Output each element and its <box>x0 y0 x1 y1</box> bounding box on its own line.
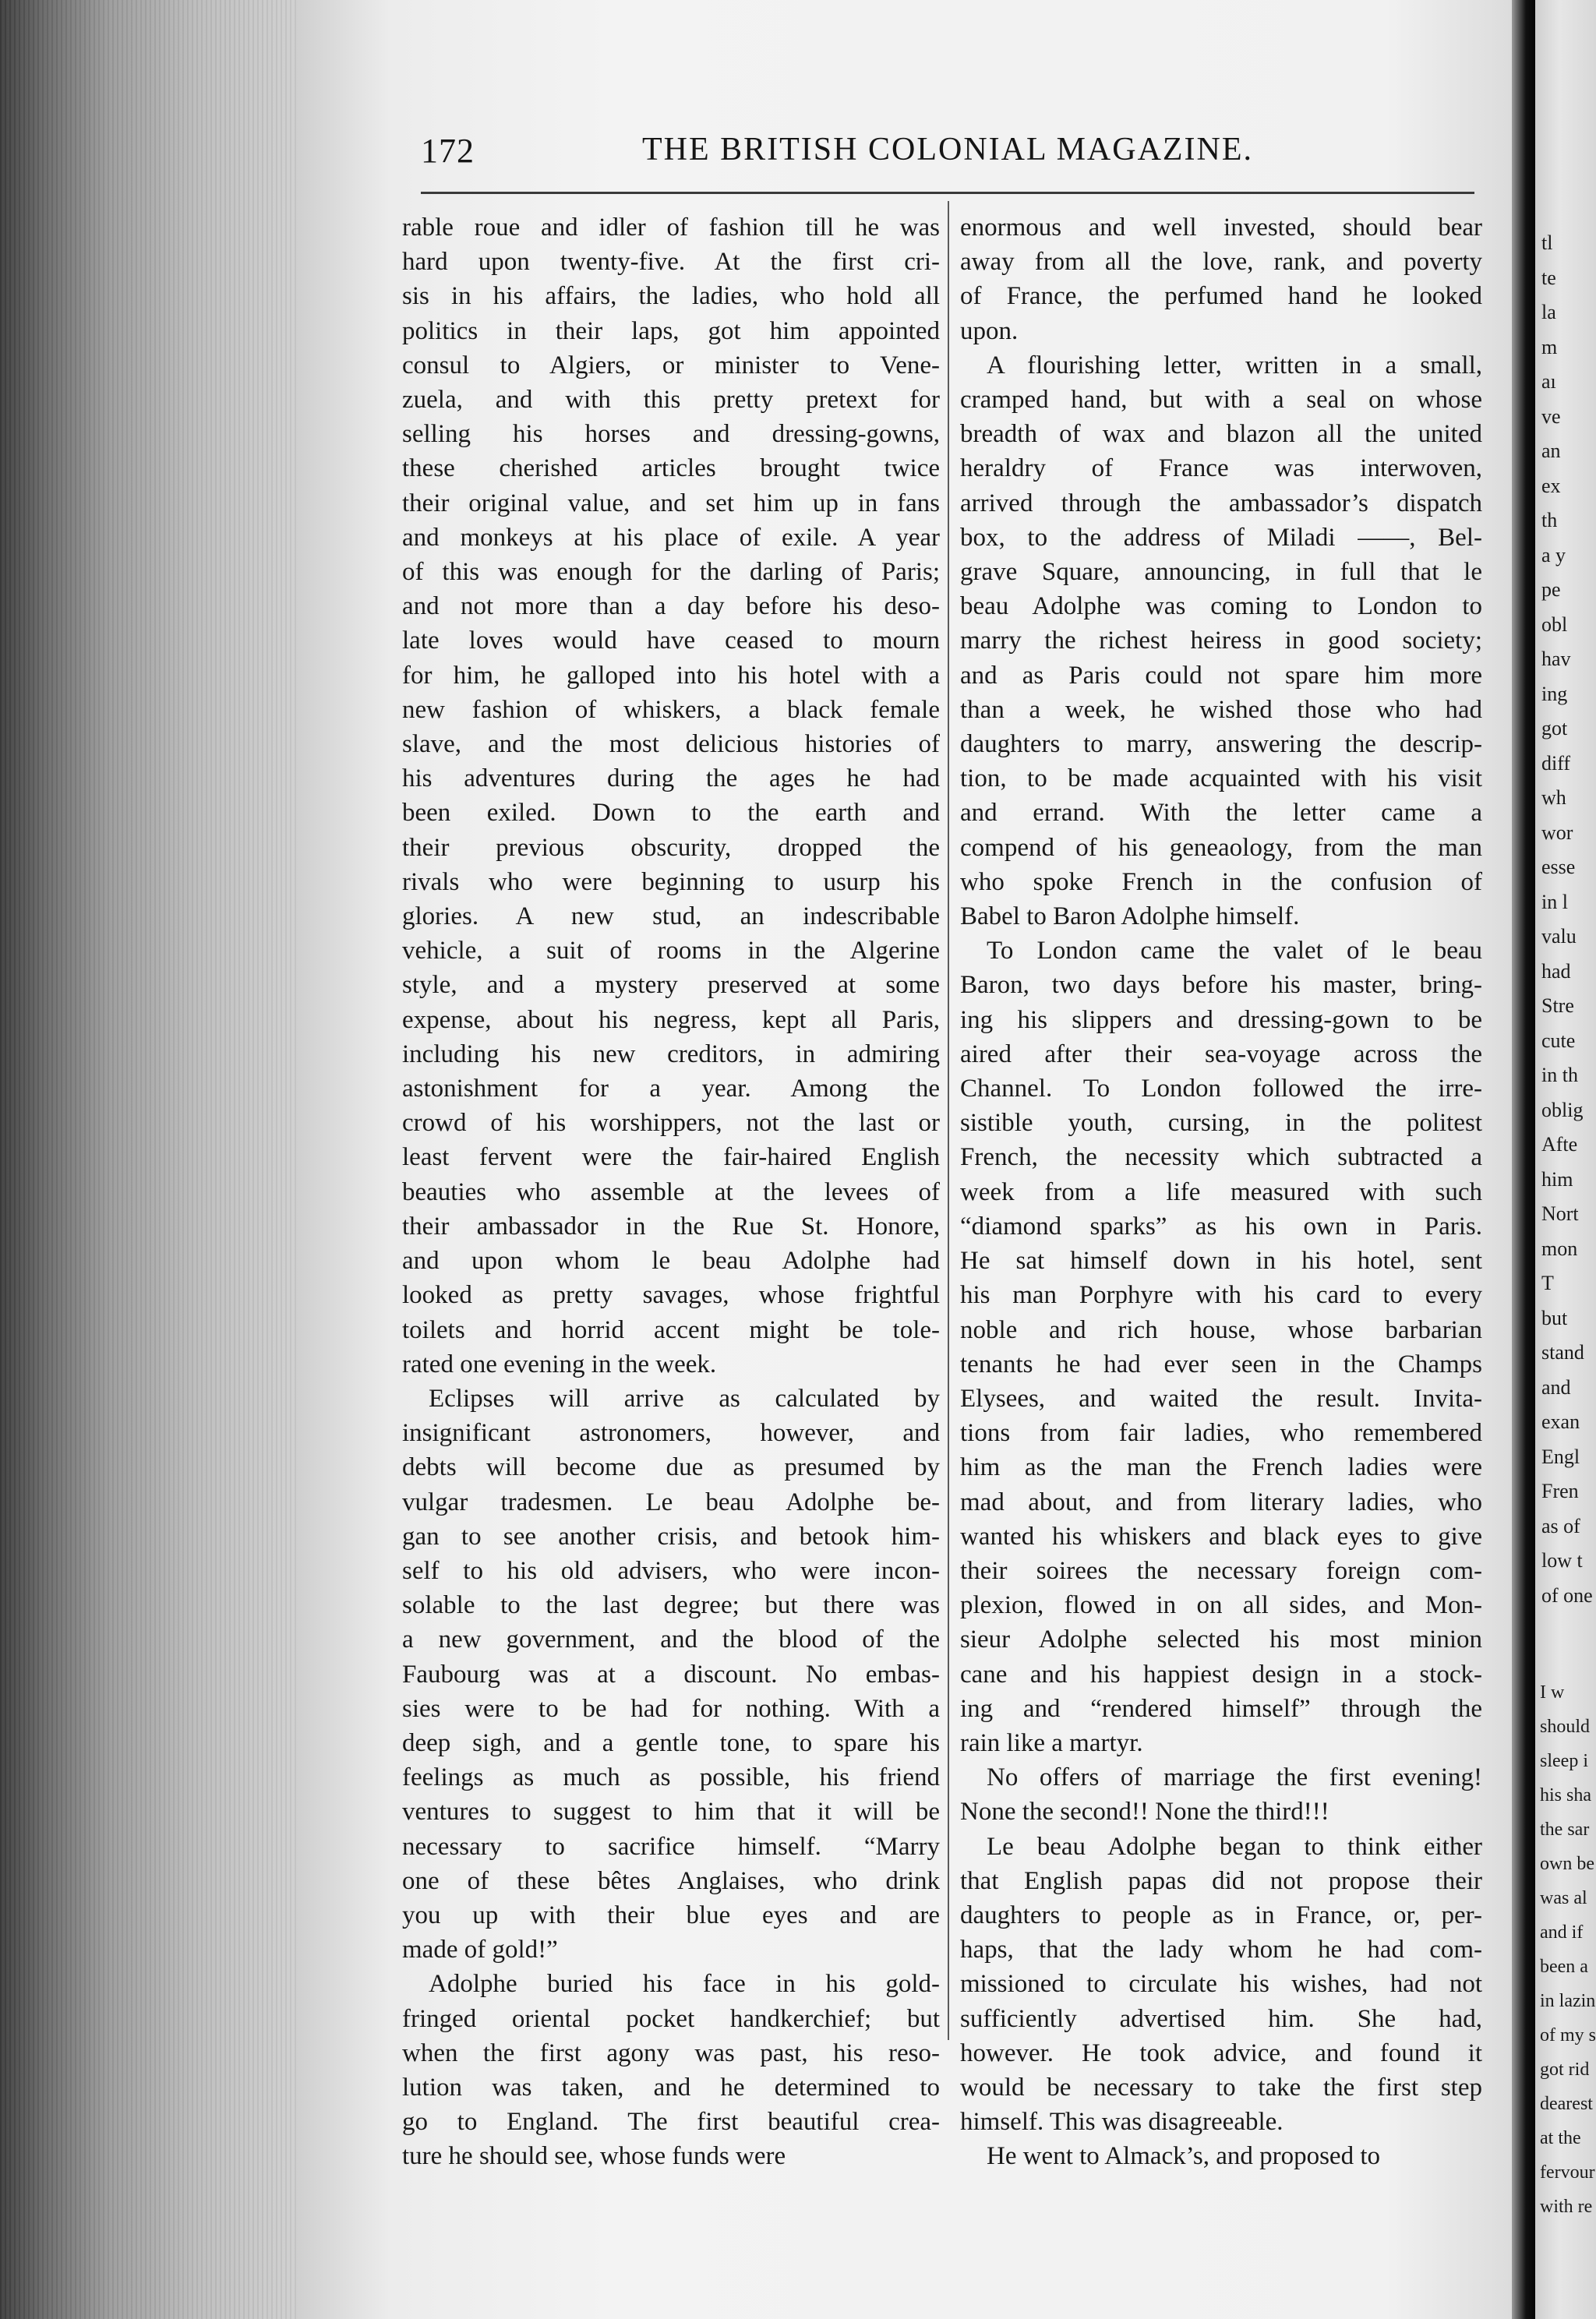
fragment-line: with re <box>1540 2197 1593 2217</box>
fragment-line: was al <box>1540 1888 1587 1908</box>
fragment-line: should <box>1540 1717 1591 1737</box>
text-line: tions from fair ladies, who remembered <box>960 1419 1482 1448</box>
text-line: ture he should see, whose funds were <box>402 2142 786 2171</box>
next-page-fragment-upper <box>1541 226 1596 1613</box>
text-line: fringed oriental pocket handkerchief; but <box>402 2004 940 2033</box>
fragment-line: ing <box>1541 682 1568 705</box>
text-line: rable roue and idler of fashion till he was <box>402 214 940 242</box>
fragment-line: th <box>1541 509 1558 531</box>
text-line: mad about, and from literary ladies, who <box>960 1488 1482 1516</box>
fragment-line: got rid <box>1540 2060 1590 2080</box>
text-line: Elysees, and waited the result. Invita- <box>960 1384 1482 1413</box>
text-line: new fashion of whiskers, a black female <box>402 695 940 724</box>
text-line: He sat himself down in his hotel, sent <box>960 1247 1482 1276</box>
text-line: himself. This was disagreeable. <box>960 2108 1284 2137</box>
text-line: insignificant astronomers, however, and <box>402 1419 940 1448</box>
text-line: his adventures during the ages he had <box>402 764 940 793</box>
page-header <box>421 131 1474 185</box>
fragment-line: pe <box>1541 578 1561 601</box>
text-line: expense, about his negress, kept all Paris, <box>402 1005 940 1034</box>
text-line: politics in their laps, got him appointed <box>402 316 940 345</box>
fragment-line: ex <box>1541 474 1561 497</box>
fragment-line: a y <box>1541 543 1566 567</box>
text-line: than a week, he wished those who had <box>960 695 1482 724</box>
text-line: daughters to marry, answering the descrip- <box>960 730 1482 759</box>
text-line: that English papas did not propose their <box>960 1866 1482 1895</box>
text-line: these cherished articles brought twice <box>402 454 940 483</box>
text-line: sis in his affairs, the ladies, who hold all <box>402 282 940 311</box>
text-line: sieur Adolphe selected his most minion <box>960 1625 1482 1654</box>
text-line: wanted his whiskers and black eyes to give <box>960 1522 1482 1551</box>
text-line: Baron, two days before his master, bring- <box>960 971 1482 1000</box>
text-line: ing his slippers and dressing-gown to be <box>960 1005 1482 1034</box>
text-line: their ambassador in the Rue St. Honore, <box>402 1212 940 1241</box>
text-line: Adolphe buried his face in his gold- <box>429 1970 940 1999</box>
text-line: beau Adolphe was coming to London to <box>960 592 1482 621</box>
text-line: sies were to be had for nothing. With a <box>402 1694 940 1723</box>
fragment-line: own be <box>1540 1854 1594 1874</box>
text-line: when the first agony was past, his reso- <box>402 2038 940 2067</box>
text-line: He went to Almack’s, and proposed to <box>987 2142 1380 2171</box>
text-line: and as Paris could not spare him more <box>960 661 1482 690</box>
fragment-line: mon <box>1541 1237 1578 1260</box>
text-line: least fervent were the fair-haired English <box>402 1143 940 1172</box>
text-line: toilets and horrid accent might be tole- <box>402 1315 940 1344</box>
text-line: rivals who were beginning to usurp his <box>402 867 940 896</box>
running-title: THE BRITISH COLONIAL MAGAZINE. <box>642 132 1254 168</box>
text-column-left <box>402 210 940 2174</box>
text-line: upon. <box>960 316 1019 345</box>
text-line: him as the man the French ladies were <box>960 1453 1482 1482</box>
fragment-line: and if <box>1540 1922 1584 1943</box>
fragment-line: Afte <box>1541 1133 1578 1156</box>
text-line: one of these bêtes Anglaises, who drink <box>402 1866 940 1895</box>
page-number: 172 <box>421 132 475 170</box>
text-line: and not more than a day before his deso- <box>402 592 940 621</box>
text-line: zuela, and with this pretty pretext for <box>402 386 940 415</box>
text-line: daughters to people as in France, or, per- <box>960 1901 1482 1929</box>
text-line: Faubourg was at a discount. No embas- <box>402 1660 940 1689</box>
fragment-line: Nort <box>1541 1202 1579 1225</box>
text-line: haps, that the lady whom he had com- <box>960 1936 1482 1964</box>
fragment-line: la <box>1541 301 1556 323</box>
fragment-line: I w <box>1540 1682 1565 1703</box>
fragment-line: low t <box>1541 1549 1583 1572</box>
text-line: made of gold!” <box>402 1936 558 1964</box>
fragment-line: obl <box>1541 612 1568 636</box>
fragment-line: as of <box>1541 1514 1580 1537</box>
text-line: None the second!! None the third!!! <box>960 1798 1329 1827</box>
text-line: of France, the perfumed hand he looked <box>960 282 1482 311</box>
fragment-line: been a <box>1540 1957 1588 1977</box>
next-page-fragment-lower <box>1540 1675 1596 2224</box>
text-line: selling his horses and dressing-gowns, <box>402 420 940 449</box>
text-line: slave, and the most delicious histories of <box>402 730 940 759</box>
fragment-line: aı <box>1541 370 1556 393</box>
text-line: been exiled. Down to the earth and <box>402 799 940 828</box>
fragment-line: exan <box>1541 1410 1580 1433</box>
header-rule <box>421 192 1474 194</box>
fragment-line: Stre <box>1541 994 1574 1017</box>
fragment-line: tl <box>1541 231 1553 254</box>
text-line: vulgar tradesmen. Le beau Adolphe be- <box>402 1488 940 1516</box>
fragment-line: but <box>1541 1306 1568 1329</box>
text-line: tion, to be made acquainted with his visit <box>960 764 1482 793</box>
book-gutter <box>1512 0 1535 2319</box>
text-line: ventures to suggest to him that it will be <box>402 1798 940 1827</box>
fragment-line: wor <box>1541 821 1573 844</box>
text-line: hard upon twenty-five. At the first cri- <box>402 248 940 277</box>
text-line: beauties who assemble at the levees of <box>402 1177 940 1206</box>
fragment-line: ve <box>1541 404 1561 428</box>
fragment-line: and <box>1541 1375 1571 1399</box>
text-line: deep sigh, and a gentle tone, to spare his <box>402 1728 940 1757</box>
text-line: French, the necessity which subtracted a <box>960 1143 1482 1172</box>
text-line: however. He took advice, and found it <box>960 2038 1482 2067</box>
text-line: heraldry of France was interwoven, <box>960 454 1482 483</box>
text-line: his man Porphyre with his card to every <box>960 1281 1482 1310</box>
next-page-edge <box>1535 0 1596 2319</box>
text-line: and monkeys at his place of exile. A year <box>402 523 940 552</box>
text-line: Channel. To London followed the irre- <box>960 1075 1482 1103</box>
text-line: their previous obscurity, dropped the <box>402 833 940 862</box>
fragment-line: had <box>1541 959 1571 983</box>
fragment-line: Engl <box>1541 1445 1580 1468</box>
fragment-line: Fren <box>1541 1480 1579 1502</box>
text-line: arrived through the ambassador’s dispatch <box>960 489 1482 517</box>
text-line: aired after their sea-voyage across the <box>960 1039 1482 1068</box>
text-line: ing and “rendered himself” through the <box>960 1694 1482 1723</box>
fragment-line: te <box>1541 266 1556 289</box>
text-line: away from all the love, rank, and poverty <box>960 248 1482 277</box>
text-line: late loves would have ceased to mourn <box>402 627 940 655</box>
text-line: No offers of marriage the first evening! <box>987 1763 1482 1792</box>
text-line: Babel to Baron Adolphe himself. <box>960 902 1300 931</box>
text-line: who spoke French in the confusion of <box>960 867 1482 896</box>
fragment-line: hav <box>1541 648 1571 670</box>
text-line: marry the richest heiress in good society; <box>960 627 1482 655</box>
fragment-line: dearest <box>1540 2094 1593 2114</box>
fragment-line: sleep i <box>1540 1751 1588 1771</box>
fragment-line: of my s <box>1540 2025 1596 2045</box>
text-line: looked as pretty savages, whose frightful <box>402 1281 940 1310</box>
text-line: gan to see another crisis, and betook him- <box>402 1522 940 1551</box>
text-line: style, and a mystery preserved at some <box>402 971 940 1000</box>
fragment-line: the sar <box>1540 1820 1590 1840</box>
text-line: sistible youth, cursing, in the politest <box>960 1109 1482 1138</box>
text-line: Le beau Adolphe began to think either <box>987 1832 1482 1861</box>
text-line: astonishment for a year. Among the <box>402 1075 940 1103</box>
fragment-line: oblig <box>1541 1098 1584 1121</box>
text-line: rain like a martyr. <box>960 1728 1143 1757</box>
text-line: tenants he had ever seen in the Champs <box>960 1350 1482 1378</box>
text-line: grave Square, announcing, in full that le <box>960 558 1482 587</box>
text-line: plexion, flowed in on all sides, and Mon- <box>960 1591 1482 1620</box>
fragment-line: in lazin <box>1540 1991 1596 2011</box>
text-line: week from a life measured with such <box>960 1177 1482 1206</box>
text-line: missioned to circulate his wishes, had not <box>960 1970 1482 1999</box>
text-line: To London came the valet of le beau <box>987 937 1482 965</box>
text-line: necessary to sacrifice himself. “Marry <box>402 1832 940 1861</box>
text-line: crowd of his worshippers, not the last or <box>402 1109 940 1138</box>
fragment-line: diff <box>1541 751 1571 775</box>
text-line: of this was enough for the darling of Paris; <box>402 558 940 587</box>
text-line: box, to the address of Miladi ——, Bel- <box>960 523 1482 552</box>
text-line: and errand. With the letter came a <box>960 799 1482 828</box>
text-line: glories. A new stud, an indescribable <box>402 902 940 931</box>
fragment-line: esse <box>1541 856 1576 878</box>
text-line: lution was taken, and he determined to <box>402 2073 940 2102</box>
page-edge-shadow <box>0 0 296 2319</box>
fragment-line: his sha <box>1540 1785 1591 1805</box>
text-line: breadth of wax and blazon all the united <box>960 420 1482 449</box>
text-line: their original value, and set him up in fans <box>402 489 940 517</box>
fragment-line: cute <box>1541 1029 1576 1052</box>
text-line: enormous and well invested, should bear <box>960 214 1482 242</box>
text-line: Eclipses will arrive as calculated by <box>429 1384 940 1413</box>
text-line: noble and rich house, whose barbarian <box>960 1315 1482 1344</box>
text-line: vehicle, a suit of rooms in the Algerine <box>402 937 940 965</box>
text-line: self to his old advisers, who were incon- <box>402 1556 940 1585</box>
text-line: A flourishing letter, written in a small, <box>987 351 1482 379</box>
text-line: would be necessary to take the first step <box>960 2073 1482 2102</box>
fragment-line: valu <box>1541 925 1577 948</box>
text-line: sufficiently advertised him. She had, <box>960 2004 1482 2033</box>
fragment-line: m <box>1541 335 1558 358</box>
text-line: consul to Algiers, or minister to Vene- <box>402 351 940 379</box>
text-line: including his new creditors, in admiring <box>402 1039 940 1068</box>
text-line: debts will become due as presumed by <box>402 1453 940 1482</box>
fragment-line: got <box>1541 717 1568 739</box>
fragment-line: an <box>1541 439 1561 462</box>
fragment-line: him <box>1541 1167 1573 1191</box>
text-line: go to England. The first beautiful crea- <box>402 2108 940 2137</box>
text-line: their soirees the necessary foreign com- <box>960 1556 1482 1585</box>
fragment-line: fervour <box>1540 2162 1595 2183</box>
fragment-line: in l <box>1541 890 1568 913</box>
text-line: for him, he galloped into his hotel with a <box>402 661 940 690</box>
fragment-line: wh <box>1541 786 1566 809</box>
text-line: feelings as much as possible, his friend <box>402 1763 940 1792</box>
text-line: cane and his happiest design in a stock- <box>960 1660 1482 1689</box>
fragment-line: at the <box>1540 2128 1581 2148</box>
column-divider <box>948 201 949 2040</box>
text-column-right <box>960 210 1482 2174</box>
fragment-line: stand <box>1541 1341 1584 1364</box>
text-line: a new government, and the blood of the <box>402 1625 940 1654</box>
fragment-line: of one <box>1541 1583 1593 1607</box>
text-line: rated one evening in the week. <box>402 1350 717 1378</box>
text-line: compend of his geneaology, from the man <box>960 833 1482 862</box>
text-line: you up with their blue eyes and are <box>402 1901 940 1929</box>
fragment-line: in th <box>1541 1064 1578 1086</box>
text-line: and upon whom le beau Adolphe had <box>402 1247 940 1276</box>
text-line: solable to the last degree; but there was <box>402 1591 940 1620</box>
fragment-line: T <box>1541 1272 1554 1294</box>
text-line: “diamond sparks” as his own in Paris. <box>960 1212 1482 1241</box>
text-line: cramped hand, but with a seal on whose <box>960 386 1482 415</box>
